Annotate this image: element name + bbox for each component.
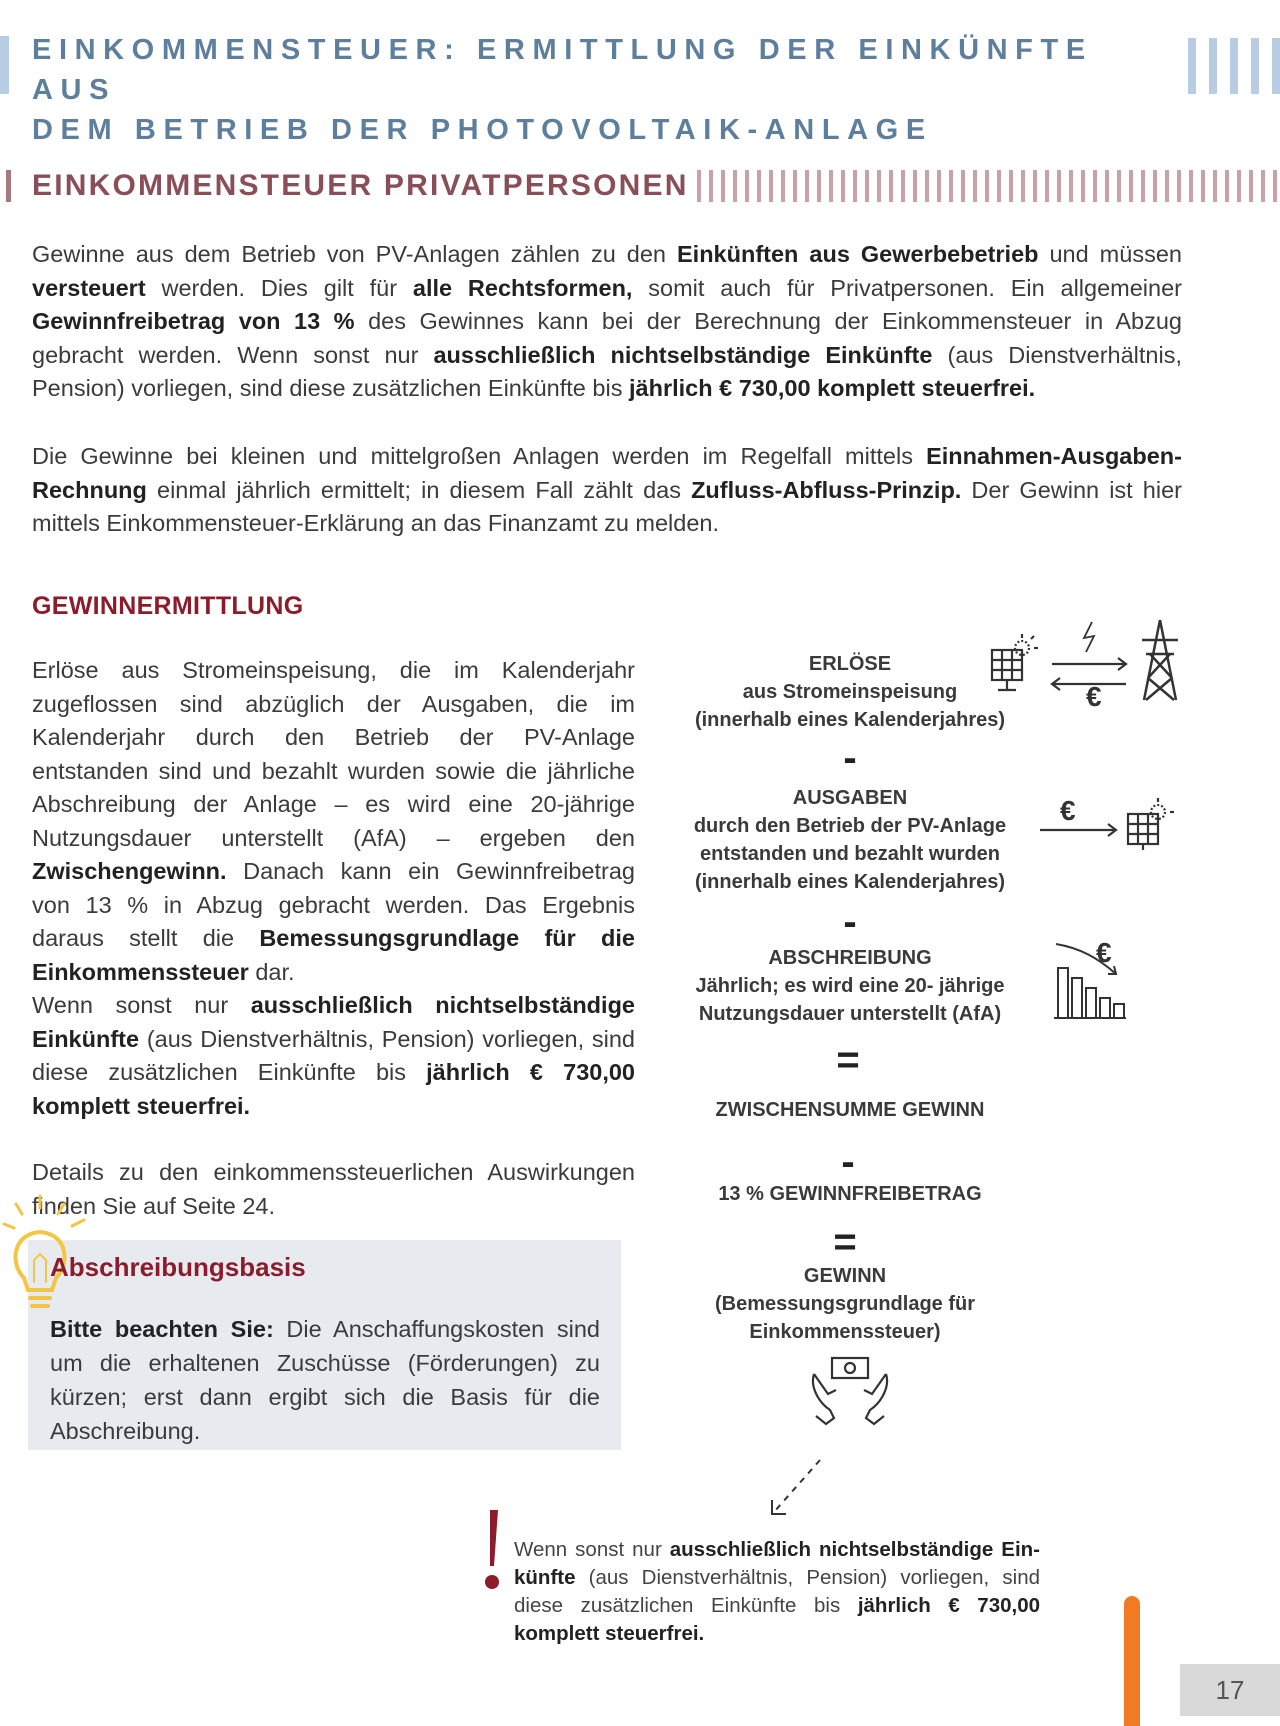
header-accent-bar: [0, 36, 9, 94]
flow-erloese: ERLÖSE aus Stromeinspeisung (innerhalb eines Kalenderjahres): [694, 653, 1006, 731]
flow-freibetrag: 13 % GEWINNFREIBETRAG: [718, 1183, 982, 1205]
op-equals-2: =: [833, 1220, 857, 1264]
intro-paragraph: Gewinne aus dem Betrieb von PV-Anlagen zählen zu den Einkünften aus Gewerbebetrieb und müssen versteuert werden. Dies gilt für alle Rechtsformen, somit auch für Privatpersonen. Ein allgemeiner Gewinnfreibetrag von 13 % des Gewinnes kann bei der Berechnung der Einkommensteuer in Abzug gebracht werden. Wenn sonst nur ausschließlich nichtselbständige Einkünfte (aus Dienstverhältnis, Pension) vorliegen, sind diese zusätzlichen Einkünfte bis jährlich € 730,00 komplett steuerfrei.: [32, 241, 1182, 401]
depreciation-chart-icon: [1050, 934, 1130, 1024]
exclamation-icon: [484, 1508, 500, 1592]
lightning-icon: [1084, 622, 1094, 652]
gewinnermittlung-text: [32, 654, 635, 1223]
solar-panel-icon: [992, 634, 1038, 690]
euro-icon: €: [1060, 795, 1076, 826]
section-title: EINKOMMENSTEUER PRIVATPERSONEN: [32, 169, 689, 202]
section-accent-bar: [6, 170, 11, 202]
euro-icon: €: [1086, 681, 1102, 708]
section-stripes: [697, 170, 1280, 202]
gewinn-paragraph-3: Details zu den einkommenssteuerlichen Auswirkungen finden Sie auf Seite 24.: [32, 1159, 635, 1219]
page-title: [32, 30, 1122, 150]
flow-abschreibung: ABSCHREIBUNG Jährlich; es wird eine 20- jährige Nutzungsdauer unterstellt (AfA): [695, 947, 1005, 1025]
op-minus-3: -: [841, 1140, 855, 1184]
note-text: Wenn sonst nur ausschließlich nichtselbständige Einkünfte (aus Dienstverhältnis, Pension) vorliegen, sind diese zusätzlichen Einkünfte bis jährlich € 730,00 komplett steuerfrei.: [514, 1538, 1041, 1645]
money-hands-icon: [808, 1354, 892, 1428]
gewinn-paragraph-2: Wenn sonst nur ausschließlich nichtselbständige Einkünfte (aus Dienstverhältnis, Pension) vorliegen, sind diese zusätzlichen Einkünfte bis jährlich € 730,00 komplett steuerfrei.: [32, 992, 635, 1119]
footer-accent-bar: [1124, 1596, 1140, 1726]
feed-in-icon: [984, 618, 1184, 708]
page-number: 17: [1180, 1664, 1280, 1716]
flow-gewinn: GEWINN (Bemessungsgrundlage für Einkommenssteuer): [714, 1265, 976, 1343]
dashed-arrow-icon: [764, 1456, 824, 1520]
tip-title: Abschreibungsbasis: [50, 1252, 306, 1282]
gewinn-paragraph-1: Erlöse aus Stromeinspeisung, die im Kalenderjahr zugeflossen sind abzüglich der Ausgaben, die im Kalenderjahr durch den Betrieb der PV-Anlage entstanden sind und bezahlt wurden sowie die jährliche Abschreibung der Anlage – es wird eine 20-jährige Nutzungsdauer unterstellt (AfA) – ergeben den Zwischengewinn. Danach kann ein Gewinnfreibetrag von 13 % in Abzug gebracht werden. Das Ergebnis daraus stellt die Bemessungsgrundlage für die Einkommenssteuer dar.: [32, 657, 635, 985]
flow-ausgaben: AUSGABEN durch den Betrieb der PV-Anlage entstanden und bezahlt wurden (innerhalb eines Kalenderjahres): [693, 787, 1007, 893]
expense-icon: [1036, 790, 1186, 850]
euro-icon: €: [1096, 937, 1112, 968]
op-minus-1: -: [843, 736, 857, 780]
flow-zwischensumme: ZWISCHENSUMME GEWINN: [715, 1099, 985, 1121]
header-decoration-bars: [1188, 38, 1280, 94]
gewinnermittlung-heading: GEWINNERMITTLUNG: [32, 592, 304, 620]
op-minus-2: -: [843, 900, 857, 944]
power-pylon-icon: [1142, 620, 1178, 700]
page-title-line2: DEM BETRIEB DER PHOTOVOLTAIK-ANLAGE: [32, 114, 933, 146]
op-equals-1: =: [836, 1038, 860, 1082]
solar-panel-icon: [1128, 798, 1174, 850]
page-title-line1: EINKOMMENSTEUER: ERMITTLUNG DER EINKÜNFTE AUS: [32, 34, 1093, 106]
tip-text: Bitte beachten Sie: Die Anschaffungskosten sind um die erhaltenen Zuschüsse (Förderungen) zu kürzen; erst dann ergibt sich die Basis für die Abschreibung.: [50, 1316, 600, 1444]
method-paragraph: Die Gewinne bei kleinen und mittelgroßen Anlagen werden im Regelfall mittels Einnahmen-Ausgaben-Rechnung einmal jährlich ermittelt; in diesem Fall zählt das Zufluss-Abfluss-Prinzip. Der Gewinn ist hier mittels Einkommensteuer-Erklärung an das Finanzamt zu melden.: [32, 443, 1182, 536]
